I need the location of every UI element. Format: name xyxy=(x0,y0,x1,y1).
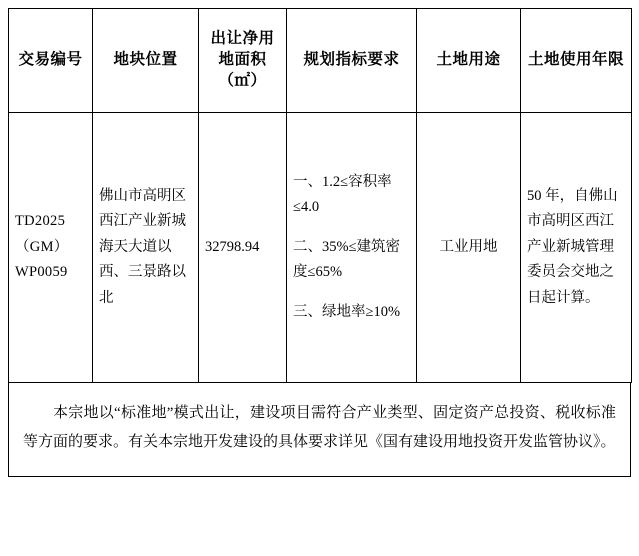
planning-index-line-1: 一、1.2≤容积率≤4.0 xyxy=(293,174,392,216)
cell-net-area: 32798.94 xyxy=(199,113,287,383)
cell-parcel-location: 佛山市高明区西江产业新城海天大道以西、三景路以北 xyxy=(93,113,199,383)
column-header-use-term: 土地使用年限 xyxy=(521,9,632,113)
column-header-planning-index: 规划指标要求 xyxy=(287,9,417,113)
land-parcel-table xyxy=(8,8,632,383)
column-header-transaction-code: 交易编号 xyxy=(9,9,93,113)
column-header-net-area: 出让净用地面积（㎡） xyxy=(199,9,287,113)
table-header-row xyxy=(9,9,632,113)
cell-transaction-code: TD2025（GM）WP0059 xyxy=(9,113,93,383)
table-row xyxy=(9,113,632,383)
cell-planning-index xyxy=(287,113,417,383)
cell-land-use: 工业用地 xyxy=(417,113,521,383)
column-header-parcel-location: 地块位置 xyxy=(93,9,199,113)
planning-index-line-2: 二、35%≤建筑密度≤65% xyxy=(293,238,401,281)
note-section xyxy=(8,383,631,477)
table-header xyxy=(9,9,632,113)
cell-use-term: 50 年，自佛山市高明区西江产业新城管理委员会交地之日起计算。 xyxy=(521,113,632,383)
note-text: 本宗地以“标准地”模式出让，建设项目需符合产业类型、固定资产总投资、税收标准等方面的要求。有关本宗地开发建设的具体要求详见《国有建设用地投资开发监管协议》。 xyxy=(23,405,616,451)
column-header-land-use: 土地用途 xyxy=(417,9,521,113)
planning-index-line-3: 三、绿地率≥10% xyxy=(293,303,401,320)
table-body xyxy=(9,113,632,383)
